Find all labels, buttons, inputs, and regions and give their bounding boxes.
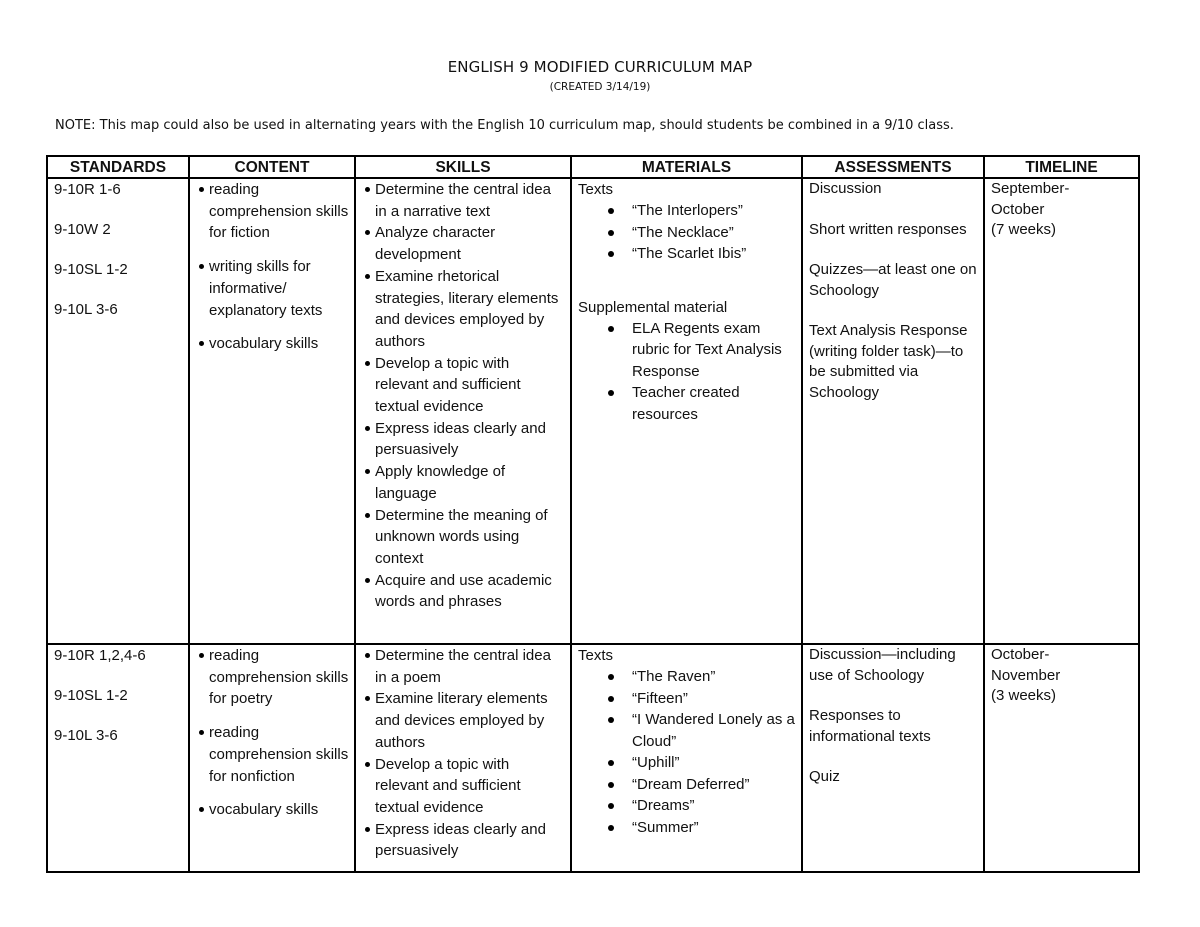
assessments-cell <box>802 178 984 644</box>
material-text-item: “Dream Deferred” <box>578 774 797 796</box>
material-supplemental-item: Teacher created resources <box>578 382 797 425</box>
timeline-cell <box>984 644 1139 872</box>
header-assessments: ASSESSMENTS <box>802 156 984 178</box>
materials-texts-label: Texts <box>578 647 614 664</box>
skills-cell <box>355 644 571 872</box>
skill-item: Apply knowledge of language <box>362 461 566 504</box>
assessment-item: Quiz <box>809 768 840 785</box>
material-text-item: “Uphill” <box>578 752 797 774</box>
timeline-line: (7 weeks) <box>991 221 1057 238</box>
standard-item: 9-10SL 1-2 <box>54 261 128 278</box>
assessment-item: Discussion—including use of Schoology <box>809 646 956 684</box>
assessment-item: Short written responses <box>809 220 967 238</box>
skill-item: Express ideas clearly and persuasively <box>362 418 566 461</box>
skill-item: Examine rhetorical strategies, literary elements and devices employed by authors <box>362 266 566 353</box>
timeline-line: September- <box>991 180 1070 197</box>
header-content: CONTENT <box>189 156 355 178</box>
skill-item: Express ideas clearly and persuasively <box>362 819 566 862</box>
document-title: ENGLISH 9 MODIFIED CURRICULUM MAP <box>447 58 753 76</box>
assessment-item: Quizzes—at least one on Schoology <box>809 261 977 299</box>
skill-item: Acquire and use academic words and phrases <box>362 570 566 613</box>
skill-item: Analyze character development <box>362 222 566 265</box>
standard-item: 9-10R 1,2,4-6 <box>54 647 146 664</box>
header-timeline: TIMELINE <box>984 156 1139 178</box>
material-text-item: “The Scarlet Ibis” <box>578 243 797 265</box>
materials-cell <box>571 178 802 644</box>
assessment-item: Text Analysis Response (writing folder task)—to be submitted via Schoology <box>809 322 968 401</box>
skill-item: Determine the meaning of unknown words using context <box>362 505 566 570</box>
material-supplemental-item: ELA Regents exam rubric for Text Analysis Response <box>578 318 797 383</box>
content-item: vocabulary skills <box>196 333 350 355</box>
materials-cell <box>571 644 802 872</box>
content-item: writing skills for informative/ explanatory texts <box>196 256 350 321</box>
curriculum-map-table <box>46 155 1140 873</box>
material-text-item: “Fifteen” <box>578 688 797 710</box>
assessment-item: Responses to informational texts <box>809 707 931 745</box>
content-item: reading comprehension skills for poetry <box>196 645 350 710</box>
materials-texts-label: Texts <box>578 181 614 198</box>
header-skills: SKILLS <box>355 156 571 178</box>
content-cell <box>189 178 355 644</box>
material-text-item: “The Necklace” <box>578 222 797 244</box>
table-row <box>47 644 1139 872</box>
standard-item: 9-10W 2 <box>54 221 111 238</box>
standards-cell <box>47 644 189 872</box>
standard-item: 9-10R 1-6 <box>54 181 121 198</box>
assessments-cell <box>802 644 984 872</box>
table-header-row <box>47 156 1139 178</box>
content-item: vocabulary skills <box>196 799 350 821</box>
table-row <box>47 178 1139 644</box>
material-text-item: “Summer” <box>578 817 797 839</box>
material-text-item: “I Wandered Lonely as a Cloud” <box>578 709 797 752</box>
skill-item: Develop a topic with relevant and sufficient textual evidence <box>362 353 566 418</box>
skill-item: Examine literary elements and devices employed by authors <box>362 688 566 753</box>
header-standards: STANDARDS <box>47 156 189 178</box>
timeline-line: November <box>991 666 1061 684</box>
document-created-date: (CREATED 3/14/19) <box>549 81 651 93</box>
document-note: NOTE: This map could also be used in alternating years with the English 10 curriculum map, should students be combined in a 9/10 class. <box>55 118 954 133</box>
timeline-line: October- <box>991 646 1050 663</box>
content-cell <box>189 644 355 872</box>
skill-item: Develop a topic with relevant and sufficient textual evidence <box>362 754 566 819</box>
skills-cell <box>355 178 571 644</box>
content-item: reading comprehension skills for nonfiction <box>196 722 350 787</box>
skill-item: Determine the central idea in a poem <box>362 645 566 688</box>
header-materials: MATERIALS <box>571 156 802 178</box>
materials-supplemental-label: Supplemental material <box>578 298 728 316</box>
timeline-cell <box>984 178 1139 644</box>
standard-item: 9-10L 3-6 <box>54 301 118 318</box>
material-text-item: “The Raven” <box>578 666 797 688</box>
assessment-item: Discussion <box>809 180 882 197</box>
timeline-line: October <box>991 200 1045 218</box>
standards-cell <box>47 178 189 644</box>
skill-item: Determine the central idea in a narrative text <box>362 179 566 222</box>
standard-item: 9-10L 3-6 <box>54 727 118 744</box>
content-item: reading comprehension skills for fiction <box>196 179 350 244</box>
material-text-item: “Dreams” <box>578 795 797 817</box>
standard-item: 9-10SL 1-2 <box>54 687 128 704</box>
material-text-item: “The Interlopers” <box>578 200 797 222</box>
timeline-line: (3 weeks) <box>991 687 1057 704</box>
